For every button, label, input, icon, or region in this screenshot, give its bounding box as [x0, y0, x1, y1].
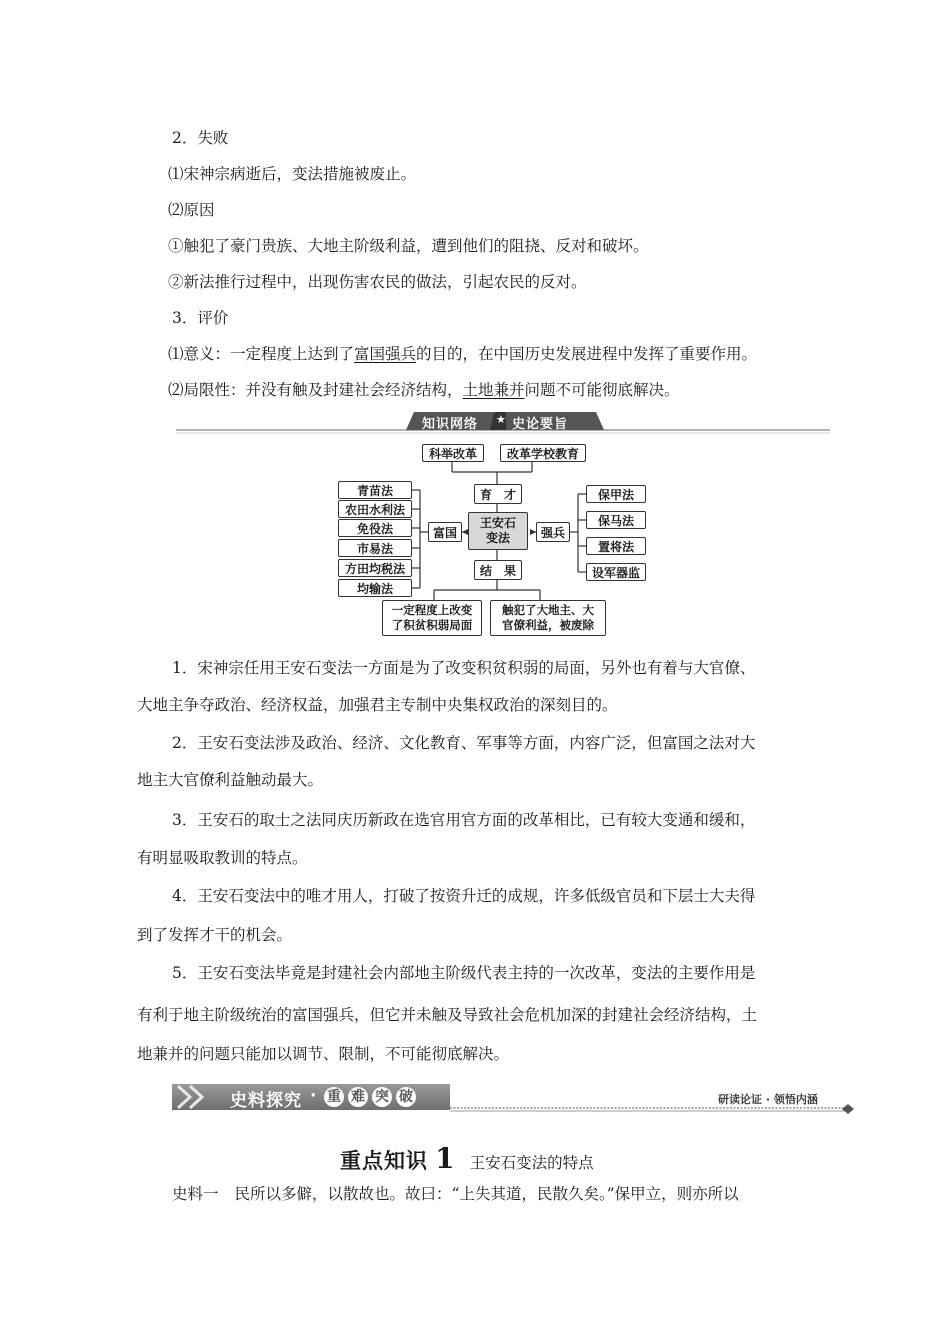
- source-label: 史料一: [172, 1185, 219, 1203]
- failure-heading: 2．失败: [172, 129, 229, 147]
- banner2-char-3: 突: [372, 1087, 392, 1107]
- box-baoma: 保马法: [586, 511, 646, 529]
- box-jieguo: 结 果: [474, 560, 522, 580]
- evaluation-significance: ⑴意义：一定程度上达到了富国强兵的目的，在中国历史发展进程中发挥了重要作用。: [168, 345, 758, 363]
- key-point-number: 1: [435, 1142, 455, 1175]
- failure-point-1: ⑴宋神宗病逝后，变法措施被废止。: [168, 165, 417, 183]
- box-nongtian: 农田水利法: [338, 500, 412, 518]
- box-result-positive: [382, 600, 482, 636]
- point-2-line-1: 2．王安石变法涉及政治、经济、文化教育、军事等方面，内容广泛，但富国之法对大: [172, 734, 756, 752]
- key-point-subtitle: 王安石变法的特点: [469, 1154, 594, 1172]
- box-qingmiao: 青苗法: [338, 481, 412, 499]
- box-baojia: 保甲法: [586, 485, 646, 503]
- box-junshu: 均输法: [338, 579, 412, 597]
- banner2-char-2: 难: [348, 1087, 368, 1107]
- key-point-label: 重点知识: [340, 1149, 428, 1173]
- star-icon: ★: [496, 413, 506, 426]
- box-yucai: 育 才: [474, 484, 522, 504]
- box-fuguo: 富国: [428, 522, 462, 542]
- point-2-line-2: 地主大官僚利益触动最大。: [137, 771, 324, 789]
- point-5-line-1: 5．王安石变法毕竟是封建社会内部地主阶级代表主持的一次改革，变法的主要作用是: [172, 964, 756, 982]
- failure-reason-1: ①触犯了豪门贵族、大地主阶级利益，遭到他们的阻挠、反对和破坏。: [168, 237, 649, 255]
- center-line-1: 王安石: [479, 516, 516, 530]
- source-material-1: [172, 1184, 739, 1204]
- result-negative-line-2: 官僚利益，被废除: [502, 618, 594, 632]
- banner2-char-1: 重: [324, 1087, 344, 1107]
- result-positive-line-2: 了积贫积弱局面: [391, 618, 473, 632]
- result-negative-line-1: 触犯了大地主、大: [502, 603, 594, 617]
- key-point-title: [340, 1142, 594, 1174]
- result-positive-line-1: 一定程度上改变: [391, 603, 473, 617]
- box-school-reform: 改革学校教育: [500, 444, 586, 462]
- underlined-term: 土地兼并: [462, 381, 525, 399]
- banner-left-label: 知识网络: [422, 417, 479, 432]
- banner2-left-label: 史料探究: [230, 1091, 302, 1111]
- box-fangtian: 方田均税法: [338, 559, 412, 577]
- box-zhijiang: 置将法: [586, 537, 646, 555]
- evaluation-heading: 3．评价: [172, 309, 229, 327]
- point-4-line-2: 到了发挥才干的机会。: [137, 926, 293, 944]
- point-5-line-3: 地兼并的问题只能加以调节、限制，不可能彻底解决。: [137, 1045, 510, 1063]
- box-wang-anshi-reform: [468, 512, 528, 550]
- box-keju-reform: 科举改革: [422, 444, 484, 462]
- source-exploration-banner: [172, 1082, 862, 1114]
- point-1-line-2: 大地主争夺政治、经济权益，加强君主专制中央集权政治的深刻目的。: [137, 696, 618, 714]
- banner-right-label: 史论要旨: [512, 417, 569, 432]
- box-result-negative: [490, 600, 606, 636]
- box-junqijian: 设军器监: [586, 563, 646, 581]
- box-shiyi: 市易法: [338, 539, 412, 557]
- failure-reason-heading: ⑵原因: [168, 201, 215, 219]
- source-text: 民所以多僻，以散故也。故曰：“上失其道，民散久矣。”保甲立，则亦所以: [234, 1185, 739, 1203]
- box-qiangbing: 强兵: [536, 522, 570, 542]
- evaluation-limitation: ⑵局限性：并没有触及封建社会经济结构，土地兼并问题不可能彻底解决。: [168, 381, 680, 399]
- point-3-line-1: 3．王安石的取士之法同庆历新政在选官用官方面的改革相比，已有较大变通和缓和，: [172, 811, 756, 829]
- center-line-2: 变法: [485, 531, 510, 545]
- failure-reason-2: ②新法推行过程中，出现伤害农民的做法，引起农民的反对。: [168, 273, 587, 291]
- point-5-line-2: 有利于地主阶级统治的富国强兵，但它并未触及导致社会危机加深的封建社会经济结构，土: [137, 1006, 758, 1024]
- underlined-term: 富国强兵: [354, 345, 417, 363]
- banner2-right-label: 研读论证 · 领悟内涵: [718, 1093, 818, 1106]
- banner2-dot: ·: [310, 1086, 317, 1106]
- point-3-line-2: 有明显吸取教训的特点。: [137, 849, 308, 867]
- banner2-char-4: 破: [396, 1087, 416, 1107]
- knowledge-network-banner: [176, 410, 830, 434]
- point-4-line-1: 4．王安石变法中的唯才用人，打破了按资升迁的成规，许多低级官员和下层士大夫得: [172, 887, 756, 905]
- point-1-line-1: 1．宋神宗任用王安石变法一方面是为了改变积贫积弱的局面，另外也有着与大官僚、: [172, 659, 756, 677]
- box-mianyi: 免役法: [338, 519, 412, 537]
